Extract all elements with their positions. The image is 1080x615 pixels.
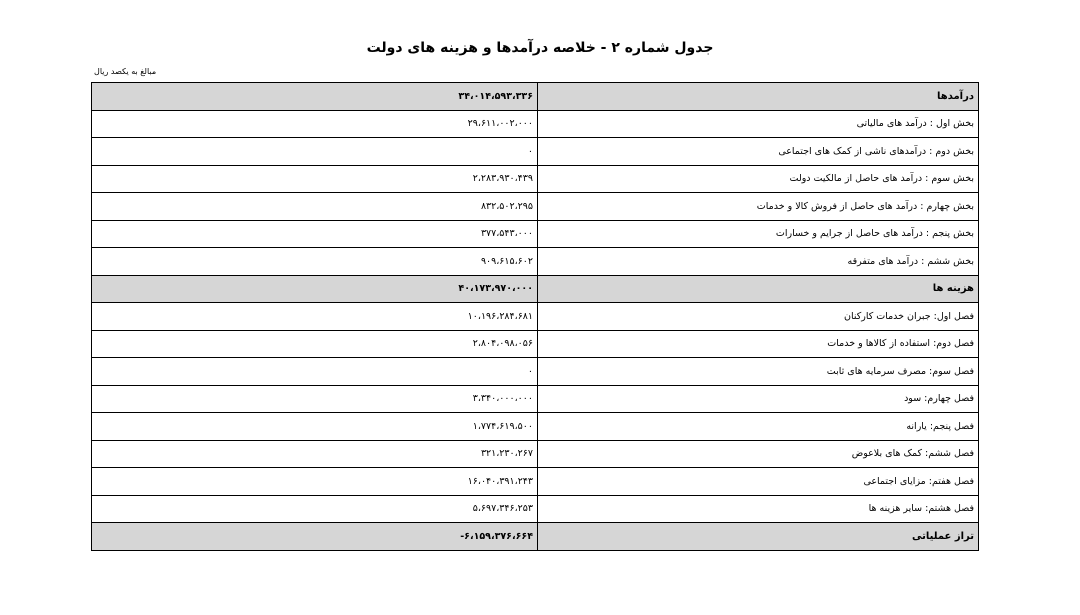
- label-cell: فصل ششم: کمک های بلاعوض: [538, 440, 979, 468]
- label-cell: فصل هفتم: مزایای اجتماعی: [538, 468, 979, 496]
- label-cell: فصل سوم: مصرف سرمایه های ثابت: [538, 358, 979, 386]
- amount-cell: ۲۹،۶۱۱،۰۰۲،۰۰۰: [92, 110, 538, 138]
- table-row: [92, 358, 979, 386]
- amount-cell: ۸۳۲،۵۰۲،۲۹۵: [92, 193, 538, 221]
- label-cell: بخش پنجم : درآمد های حاصل از جرایم و خسارات: [538, 220, 979, 248]
- unit-note: مبالغ به یکصد ریال: [94, 67, 157, 76]
- label-cell: بخش چهارم : درآمد های حاصل از فروش کالا و خدمات: [538, 193, 979, 221]
- amount-cell: ۵،۶۹۷،۳۴۶،۲۵۳: [92, 495, 538, 523]
- table-row: [92, 220, 979, 248]
- amount-cell: ۰: [92, 358, 538, 386]
- amount-cell: ۳۴،۰۱۴،۵۹۳،۳۳۶: [92, 83, 538, 111]
- table-row: [92, 248, 979, 276]
- section-row: [92, 275, 979, 303]
- table-row: [92, 193, 979, 221]
- amount-cell: ۹۰۹،۶۱۵،۶۰۲: [92, 248, 538, 276]
- amount-cell: ۴۰،۱۷۳،۹۷۰،۰۰۰: [92, 275, 538, 303]
- label-cell: تراز عملیاتی: [538, 523, 979, 551]
- summary-table: [91, 82, 979, 551]
- amount-cell: ۱،۷۷۴،۶۱۹،۵۰۰: [92, 413, 538, 441]
- amount-cell: -۶،۱۵۹،۳۷۶،۶۶۴: [92, 523, 538, 551]
- page-title: جدول شماره ۲ - خلاصه درآمدها و هزینه های دولت: [366, 40, 714, 56]
- amount-cell: ۰: [92, 138, 538, 166]
- section-row: [92, 83, 979, 111]
- amount-cell: ۲،۲۸۳،۹۳۰،۴۳۹: [92, 165, 538, 193]
- table-row: [92, 468, 979, 496]
- label-cell: بخش ششم : درآمد های متفرقه: [538, 248, 979, 276]
- label-cell: فصل چهارم: سود: [538, 385, 979, 413]
- amount-cell: ۲،۸۰۴،۰۹۸،۰۵۶: [92, 330, 538, 358]
- label-cell: بخش دوم : درآمدهای ناشی از کمک های اجتماعی: [538, 138, 979, 166]
- amount-cell: ۳۲۱،۲۳۰،۲۶۷: [92, 440, 538, 468]
- section-row: [92, 523, 979, 551]
- label-cell: درآمدها: [538, 83, 979, 111]
- amount-cell: ۱۶،۰۴۰،۳۹۱،۲۴۳: [92, 468, 538, 496]
- table-row: [92, 413, 979, 441]
- table-row: [92, 110, 979, 138]
- amount-cell: ۳،۳۴۰،۰۰۰،۰۰۰: [92, 385, 538, 413]
- amount-cell: ۱۰،۱۹۶،۲۸۴،۶۸۱: [92, 303, 538, 331]
- summary-table-body: [92, 83, 979, 551]
- table-row: [92, 165, 979, 193]
- label-cell: فصل هشتم: سایر هزینه ها: [538, 495, 979, 523]
- table-row: [92, 138, 979, 166]
- table-row: [92, 330, 979, 358]
- label-cell: فصل اول: جبران خدمات کارکنان: [538, 303, 979, 331]
- table-row: [92, 440, 979, 468]
- label-cell: بخش اول : درآمد های مالیاتی: [538, 110, 979, 138]
- table-row: [92, 303, 979, 331]
- label-cell: هزینه ها: [538, 275, 979, 303]
- table-row: [92, 495, 979, 523]
- label-cell: فصل دوم: استفاده از کالاها و خدمات: [538, 330, 979, 358]
- table-row: [92, 385, 979, 413]
- label-cell: فصل پنجم: یارانه: [538, 413, 979, 441]
- label-cell: بخش سوم : درآمد های حاصل از مالکیت دولت: [538, 165, 979, 193]
- amount-cell: ۳۷۷،۵۴۳،۰۰۰: [92, 220, 538, 248]
